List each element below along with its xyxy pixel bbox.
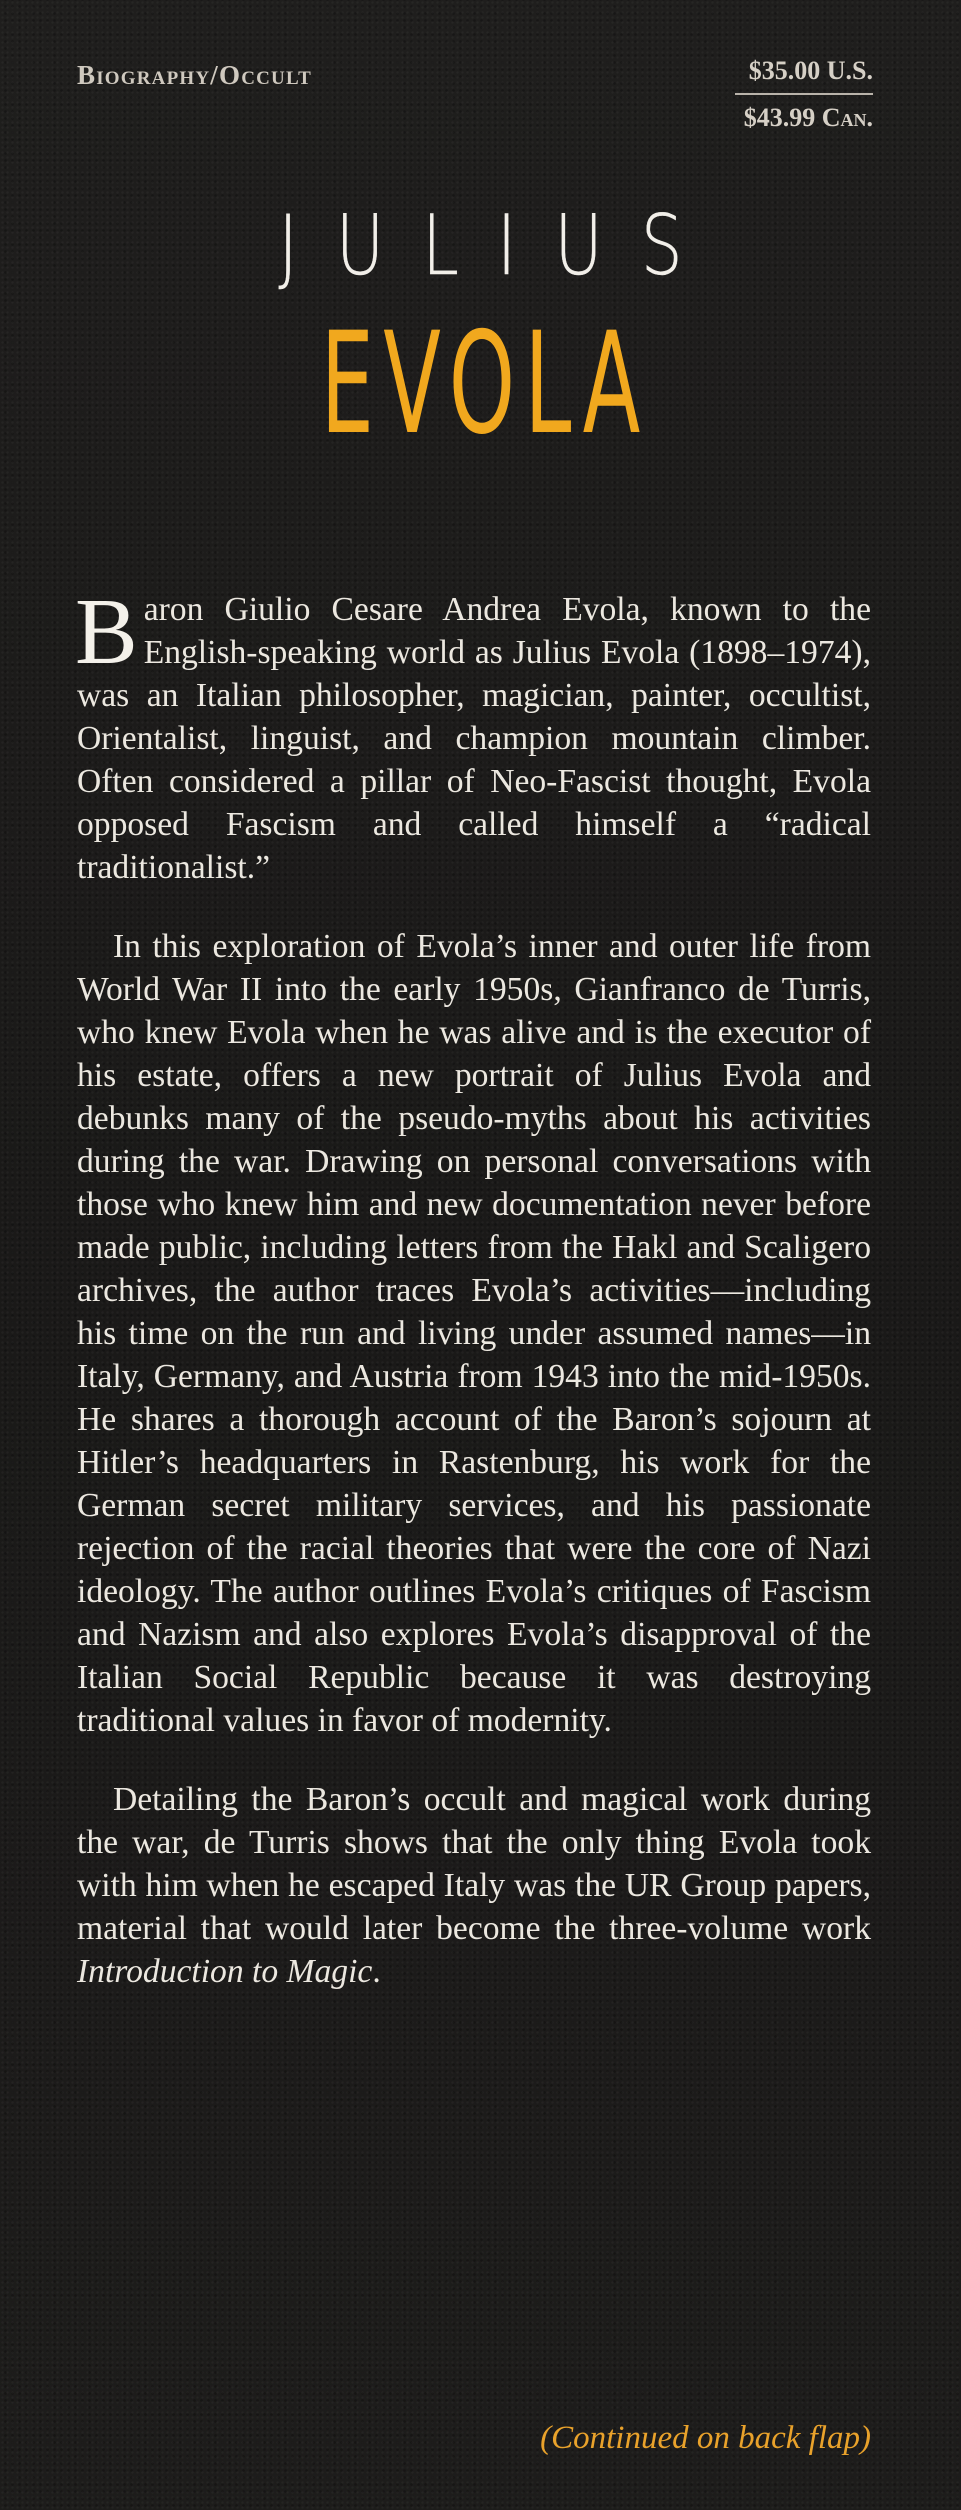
category-label: Biography/Occult bbox=[77, 60, 312, 90]
paragraph-occult bbox=[77, 1778, 871, 1993]
book-title bbox=[0, 197, 961, 466]
paragraph-occult-text: Detailing the Baron’s occult and magical work during the war, de Turris shows that the only thing Evola took with him when he escaped Italy was the UR Group papers, material that would later become the three-volume work bbox=[77, 1781, 871, 1947]
flap-description bbox=[75, 580, 871, 2029]
continued-note: (Continued on back flap) bbox=[540, 2420, 871, 2456]
price-us: $35.00 U.S. bbox=[735, 58, 873, 95]
book-title-reference: Introduction to Magic bbox=[77, 1953, 373, 1990]
title-first-name: JULIUS bbox=[278, 197, 721, 294]
price-can: $43.99 Can. bbox=[743, 103, 873, 132]
paragraph-intro: Baron Giulio Cesare Andrea Evola, known to the English-speaking world as Julius Evola (1898–1974), was an Italian philosopher, magician, painter, occultist, Orientalist, linguist, and champion mountain climber. Often considered a pillar of Neo-Fascist thought, Evola opposed Fascism and called himself a “radical traditionalist.” bbox=[75, 580, 871, 886]
price-box bbox=[735, 58, 873, 131]
paragraph-exploration: In this exploration of Evola’s inner and outer life from World War II into the early 1950s, Gianfranco de Turris, who knew Evola when he was alive and is the executor of his estate, offers a new portrait of Julius Evola and debunks many of the pseudo-myths about his activities during the war. Drawing on personal conversations with those who knew him and new documentation never before made public, including letters from the Hakl and Scaligero archives, the author traces Evola’s activities—including his time on the run and living under assumed names—in Italy, Germany, and Austria from 1943 into the mid-1950s. He shares a thorough account of the Baron’s sojourn at Hitler’s headquarters in Rastenburg, his work for the German secret military services, and his passionate rejection of the racial theories that were the core of Nazi ideology. The author outlines Evola’s critiques of Fascism and Nazism and also explores Evola’s disapproval of the Italian Social Republic because it was destroying traditional values in favor of modernity. bbox=[77, 928, 871, 1739]
title-last-name: EVOLA bbox=[320, 303, 650, 466]
paragraph-occult-end: . bbox=[372, 1953, 381, 1990]
